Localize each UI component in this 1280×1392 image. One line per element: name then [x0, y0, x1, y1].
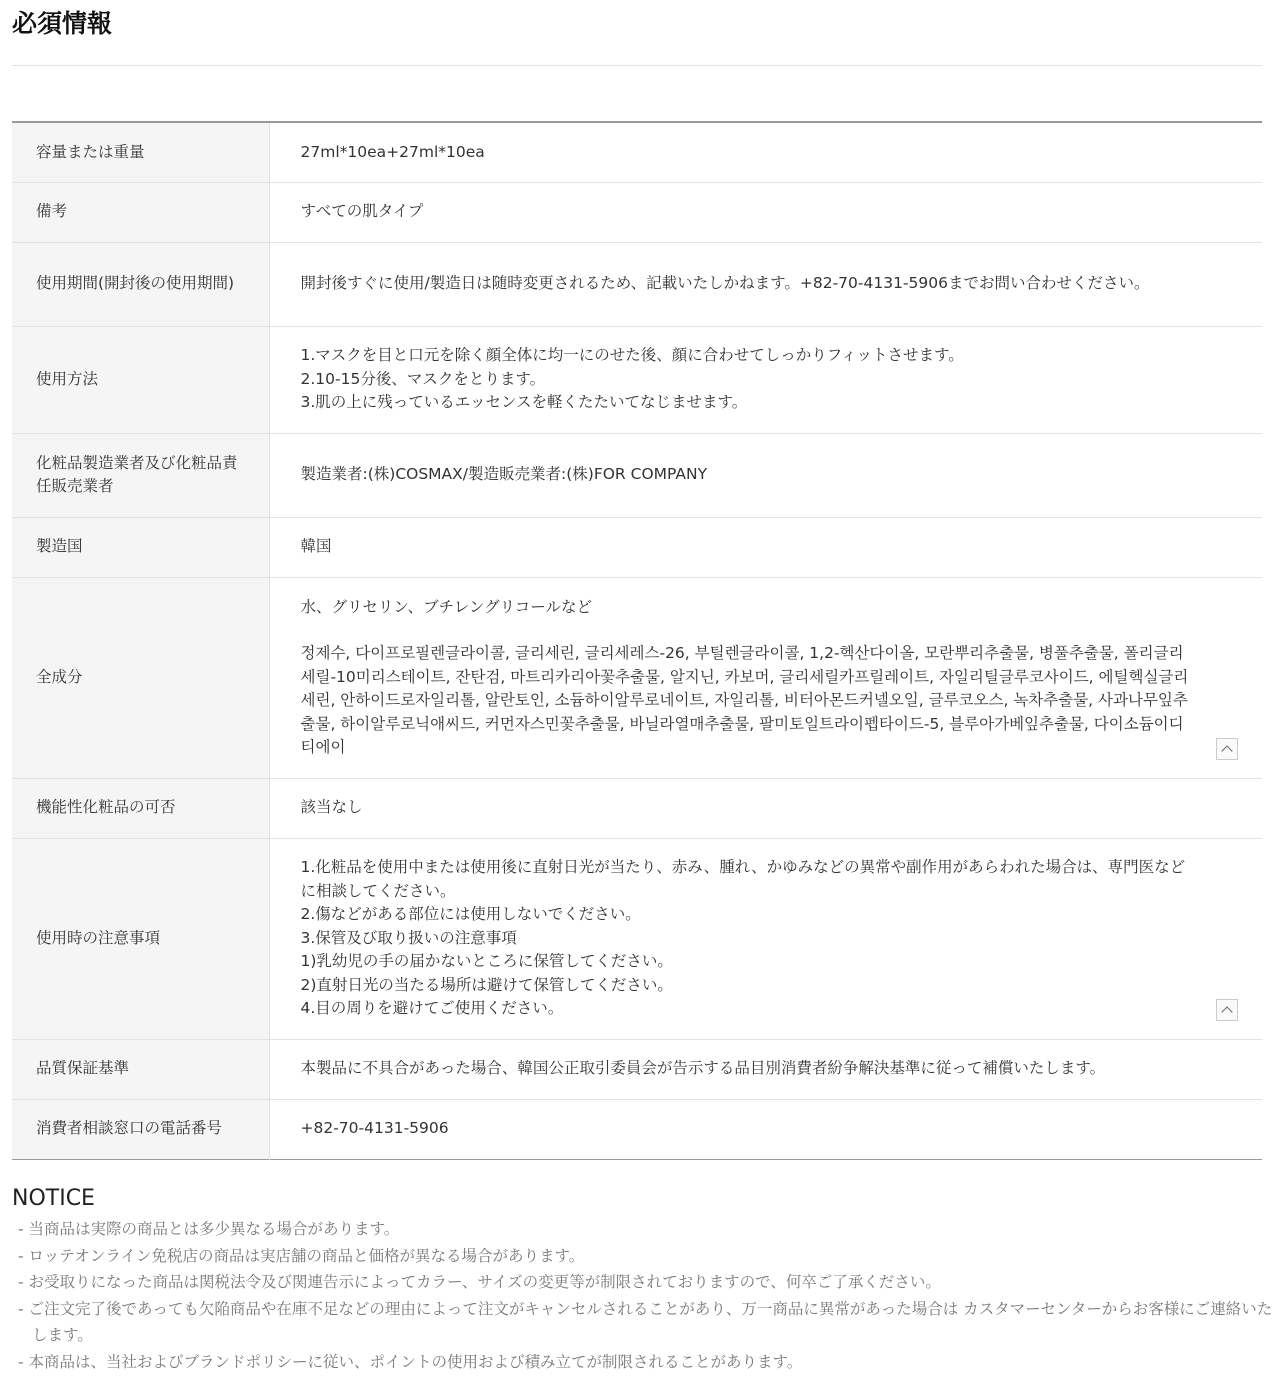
notice-item: - ご注文完了後であっても欠陥商品や在庫不足などの理由によって注文がキャンセルされることがあり、万一商品に異常があった場合は カスタマーセンターからお客様にご連絡いたします。: [18, 1296, 1278, 1349]
notice-item: - ロッテオンライン免税店の商品は実店舗の商品と価格が異なる場合があります。: [18, 1243, 1278, 1270]
row-value: 韓国: [269, 517, 1262, 577]
row-value: [269, 326, 1262, 433]
row-label: 使用時の注意事項: [12, 838, 269, 1039]
caution-line: 3.保管及び取り扱いの注意事項: [300, 928, 517, 947]
row-label: 容量または重量: [12, 122, 269, 182]
table-row: [12, 1039, 1262, 1099]
caution-line: 4.目の周りを避けてご使用ください。: [300, 999, 564, 1018]
row-label: 品質保証基準: [12, 1039, 269, 1099]
usage-step: 3.肌の上に残っているエッセンスを軽くたたいてなじませます。: [300, 393, 748, 412]
notice-item: - 当商品は実際の商品とは多少異なる場合があります。: [18, 1216, 1278, 1243]
table-row: [12, 778, 1262, 838]
row-label: 機能性化粧品の可否: [12, 778, 269, 838]
row-label: 消費者相談窓口の電話番号: [12, 1099, 269, 1159]
row-label: 製造国: [12, 517, 269, 577]
row-label: 備考: [12, 182, 269, 242]
table-row: [12, 242, 1262, 326]
ingredients-full-list: 정제수, 다이프로필렌글라이콜, 글리세린, 글리세레스-26, 부틸렌글라이콜, 1,2-헥산다이올, 모란뿌리추출물, 병풀추출물, 폴리글리세릴-10미리스테이트, 잔탄검, 마트리카리아꽃추출물, 알지닌, 카보머, 글리세릴카프릴레이트, 자일리틸글루코사이드, 에틸헥실글리세린, 안하이드로자일리톨, 알란토인, 소듐하이알루로네이트, 자일리톨, 비터아몬드커넬오일, 글루코오스, 녹차추출물, 사과나무잎추출물, 하이알루로닉애씨드, 커먼자스민꽃추출물, 바닐라열매추출물, 팔미토일트라이펩타이드-5, 블루아가베잎추출물, 다이소듐이디티에이: [300, 644, 1189, 756]
collapse-button[interactable]: [1216, 738, 1238, 760]
row-value: [269, 577, 1262, 778]
row-value: 27ml*10ea+27ml*10ea: [269, 122, 1262, 182]
row-label: 使用方法: [12, 326, 269, 433]
table-row: [12, 838, 1262, 1039]
caution-line: 2.傷などがある部位には使用しないでください。: [300, 905, 641, 924]
row-label: 使用期間(開封後の使用期間): [12, 242, 269, 326]
usage-step: 1.マスクを目と口元を除く顔全体に均一にのせた後、顔に合わせてしっかりフィットさせます。: [300, 346, 964, 365]
table-row: [12, 577, 1262, 778]
row-value: 該当なし: [269, 778, 1262, 838]
caution-line: 1.化粧品を使用中または使用後に直射日光が当たり、赤み、腫れ、かゆみなどの異常や副作用があらわれた場合は、専門医などに相談してください。: [300, 858, 1186, 900]
table-row: [12, 122, 1262, 182]
title-divider: [12, 65, 1262, 66]
caution-line: 1)乳幼児の手の届かないところに保管してください。: [300, 952, 673, 971]
page-title: 必須情報: [12, 9, 113, 38]
row-label: 全成分: [12, 577, 269, 778]
notice-title: NOTICE: [12, 1186, 95, 1211]
chevron-up-icon: [1221, 745, 1232, 756]
usage-step: 2.10-15分後、マスクをとります。: [300, 369, 546, 388]
row-value: +82-70-4131-5906: [300, 1119, 449, 1138]
ingredients-summary: 水、グリセリン、ブチレングリコールなど: [300, 597, 592, 616]
table-row: [12, 517, 1262, 577]
collapse-button[interactable]: [1216, 999, 1238, 1021]
product-info-table: [12, 121, 1262, 1160]
row-value: すべての肌タイプ: [269, 182, 1262, 242]
table-row: [12, 1099, 1262, 1159]
notice-item: - 本商品は、当社およびブランドポリシーに従い、ポイントの使用および積み立てが制限されることがあります。: [18, 1349, 1278, 1376]
chevron-up-icon: [1221, 1006, 1232, 1017]
row-value: 製造業者:(株)COSMAX/製造販売業者:(株)FOR COMPANY: [269, 433, 1262, 517]
caution-line: 2)直射日光の当たる場所は避けて保管してください。: [300, 975, 673, 994]
table-row: [12, 326, 1262, 433]
row-value: 本製品に不具合があった場合、韓国公正取引委員会が告示する品目別消費者紛争解決基準に従って補償いたします。: [269, 1039, 1262, 1099]
row-value: 開封後すぐに使用/製造日は随時変更されるため、記載いたしかねます。+82-70-4131-5906までお問い合わせください。: [269, 242, 1262, 326]
row-value: [269, 838, 1262, 1039]
spacer: [301, 619, 1197, 642]
notice-item: - お受取りになった商品は関税法令及び関連告示によってカラー、サイズの変更等が制限されておりますので、何卒ご了承ください。: [18, 1269, 1278, 1296]
row-label: 化粧品製造業者及び化粧品責任販売業者: [12, 433, 269, 517]
notice-list: [18, 1216, 1278, 1375]
table-row: [12, 433, 1262, 517]
table-row: [12, 182, 1262, 242]
